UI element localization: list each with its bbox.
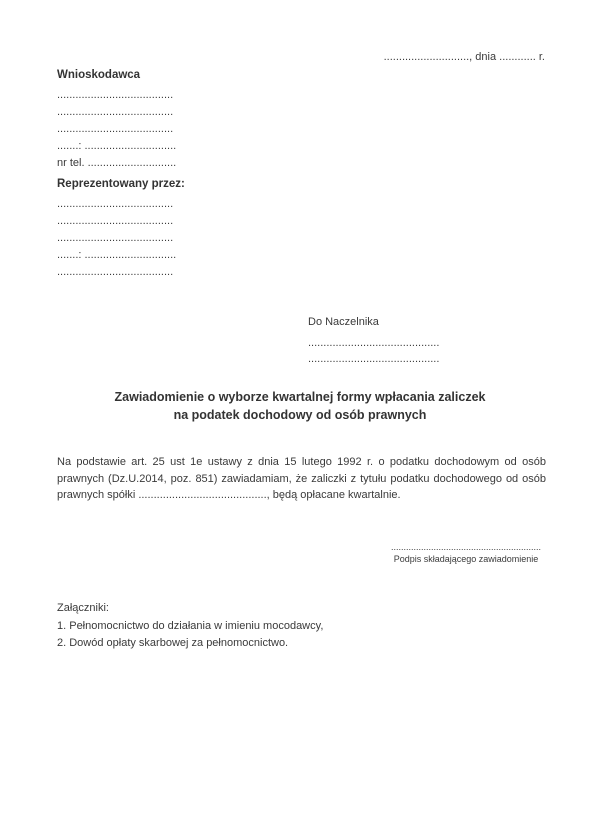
- signature-blank-line: ............................................................: [390, 542, 542, 552]
- representative-blank-line: ......................................: [57, 266, 174, 278]
- date-line: ............................, dnia ............ r.: [383, 51, 545, 63]
- signature-caption: Podpis składającego zawiadomienie: [393, 554, 539, 564]
- addressee-block: [308, 314, 439, 367]
- applicant-blank-line: ......................................: [57, 89, 174, 101]
- representative-block: [57, 176, 185, 281]
- applicant-label: Wnioskodawca: [57, 69, 141, 81]
- addressee-label: Do Naczelnika: [308, 316, 379, 328]
- representative-postal-city-line: .......: ..............................: [57, 249, 177, 261]
- attachment-item: 2. Dowód opłaty skarbowej za pełnomocnictwo.: [57, 637, 289, 649]
- representative-blank-line: ......................................: [57, 198, 174, 210]
- document-title: [0, 388, 600, 424]
- representative-label: Reprezentowany przez:: [57, 178, 185, 190]
- document-title-line1: Zawiadomienie o wyborze kwartalnej formy wpłacania zaliczek: [114, 390, 486, 404]
- addressee-blank-line: ...........................................: [308, 353, 440, 365]
- signature-block: [388, 541, 544, 565]
- body-paragraph: Na podstawie art. 25 ust 1e ustawy z dnia 15 lutego 1992 r. o podatku dochodowym od osób prawnych (Dz.U.2014, poz. 851) zawiadamiam, że zaliczki z tytułu podatku dochodowego od osób prawnych spółki .........................................., będą opłacane kwartalnie.: [57, 456, 546, 501]
- addressee-blank-line: ...........................................: [308, 337, 440, 349]
- applicant-blank-line: ......................................: [57, 106, 174, 118]
- document-title-line2: na podatek dochodowy od osób prawnych: [173, 408, 427, 422]
- applicant-postal-city-line: .......: ..............................: [57, 140, 177, 152]
- applicant-blank-line: ......................................: [57, 123, 174, 135]
- attachments-label: Załączniki:: [57, 602, 109, 614]
- representative-blank-line: ......................................: [57, 232, 174, 244]
- representative-blank-line: ......................................: [57, 215, 174, 227]
- applicant-phone-line: nr tel. .............................: [57, 157, 177, 169]
- attachments-block: [57, 600, 323, 653]
- applicant-block: [57, 67, 176, 172]
- attachment-item: 1. Pełnomocnictwo do działania w imieniu mocodawcy,: [57, 619, 324, 632]
